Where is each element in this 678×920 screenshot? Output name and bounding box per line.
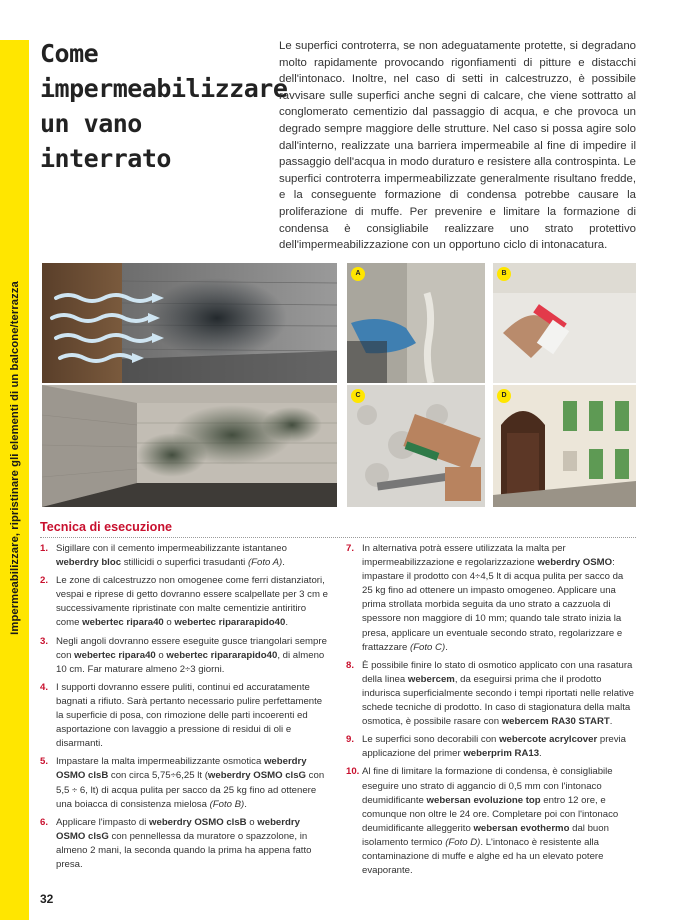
photo-badge: D — [497, 389, 511, 403]
step-text: , di almeno 10 cm. Far maturare almeno 2÷3 giorni. — [56, 649, 325, 675]
page-number: 32 — [40, 892, 54, 906]
photo-badge: B — [497, 267, 511, 281]
product-name: weberdry OSMO clsB — [56, 756, 307, 782]
step-text: o — [163, 617, 175, 629]
step-item — [40, 574, 330, 630]
photo-b-image — [493, 263, 636, 383]
steps-column-right — [346, 542, 636, 882]
product-name: webertec ripara40 — [82, 617, 164, 629]
step-text: o — [246, 816, 258, 828]
step-text: Negli angoli dovranno essere eseguite gusce triangolari sempre con — [56, 635, 327, 661]
step-number: 2. — [40, 575, 49, 587]
photo-d — [493, 385, 636, 507]
product-name: webersan evoluzione top — [426, 794, 541, 806]
photo-strip — [42, 263, 636, 507]
step-number: 4. — [40, 681, 49, 693]
step-text: . — [244, 798, 247, 810]
illustration-mold-basement — [42, 385, 337, 507]
step-text: stillicidi o superfici trasudanti — [121, 557, 248, 569]
title-line: impermeabilizzare — [40, 74, 288, 103]
step-number: 5. — [40, 756, 49, 768]
infiltration-diagram — [42, 263, 337, 383]
product-name: webercem RA30 START — [501, 716, 610, 728]
illustration-water-infiltration — [42, 263, 337, 383]
step-text: . L'intonaco è resistente alla contaminazione di muffe e alghe ed ha un elevato potere evaporante. — [362, 836, 604, 877]
step-text: Le zone di calcestruzzo non omogenee come ferri distanziatori, vespai e riprese di getto dovranno essere scalpellate per 3 cm e successivamente ripristinate con malte cementizie antiritiro come — [56, 575, 328, 629]
title-line: Come — [40, 39, 99, 68]
photo-reference: (Foto B) — [209, 798, 245, 810]
step-number: 8. — [346, 659, 355, 671]
photo-a — [347, 263, 485, 383]
product-name: weberprim RA13 — [463, 748, 540, 760]
step-text: con pennellessa da muratore o spazzolone, in almeno 2 mani, la seconda quando la prima ha appena fatto presa. — [56, 830, 312, 870]
product-name: webersan evothermo — [473, 822, 570, 834]
step-number: 1. — [40, 543, 49, 554]
step-item — [40, 542, 330, 570]
step-text: dal buon isolamento termico — [362, 822, 609, 848]
photo-badge: C — [351, 389, 365, 403]
step-text: . — [609, 716, 613, 728]
photo-c — [347, 385, 485, 507]
step-text: Applicare l'impasto di — [56, 816, 150, 828]
step-item — [346, 765, 636, 878]
product-name: webercote acrylcover — [499, 734, 598, 746]
step-item — [40, 681, 330, 751]
page-title — [40, 36, 288, 176]
step-item — [346, 659, 636, 729]
step-text: I supporti dovranno essere puliti, continui ed accuratamente bagnati a rifiuto. Sarà pertanto necessario pulire perfettamente la superficie di posa, con rimozione delle parti incoerenti ed asportazione con lavaggio a pressione di residui di oli e disarmanti. — [56, 681, 323, 750]
step-text: , da eseguirsi prima che il prodotto indurisca superficialmente secondo i tempi riportati nelle relative schede tecniche di prodotto. In caso di stagionatura della malta osmotica, è possibile rasare con — [362, 673, 634, 728]
product-name: webertec ripararapido40 — [174, 617, 286, 629]
step-text: : impastare il prodotto con 4÷4,5 lt di acqua pulita per sacco da 25 kg fino ad ottenere un impasto omogeneo. Applicare una prima strollata morbida seguita da uno strato a cazzuola di spessore non maggiore di 10 mm; quando tale strato inizia la presa, applicare un eventuale secondo strato, regolarizzare e frattazzare — [362, 557, 624, 653]
step-item — [40, 816, 330, 872]
step-number: 10. — [346, 766, 360, 778]
step-item — [40, 755, 330, 811]
photo-reference: (Foto C) — [410, 641, 446, 653]
step-item — [346, 542, 636, 655]
title-line: interrato — [40, 144, 171, 173]
step-text: In alternativa potrà essere utilizzata la malta per impermeabilizzazione e regolarizzazione — [362, 543, 566, 569]
step-text: . — [445, 641, 448, 653]
section-divider — [40, 537, 636, 538]
photo-b — [493, 263, 636, 383]
step-text: o — [155, 649, 167, 661]
step-text: con 5,5 ÷ 6, lt) di acqua pulita per sacco da 25 kg fino ad ottenere una boiacca di consistenza mielosa — [56, 770, 325, 810]
product-name: weberdry OSMO clsB — [149, 816, 247, 828]
step-text: Sigillare con il cemento impermeabilizzante istantaneo — [56, 543, 287, 554]
step-text: . — [539, 748, 542, 760]
step-number: 6. — [40, 816, 49, 828]
section-title: Tecnica di esecuzione — [40, 520, 173, 534]
step-text: Al fine di limitare la formazione di condensa, è consigliabile eseguire uno strato di aggancio di 0,5 mm con l'intonaco deumidificante — [362, 766, 613, 806]
step-text: entro 12 ore, e comunque non oltre le 24 ore. Completare poi con l'intonaco deumidificante alleggerito — [362, 794, 619, 834]
step-text: . — [282, 557, 285, 569]
step-item — [346, 733, 636, 761]
product-name: weberdry OSMO clsG — [56, 816, 300, 842]
photo-c-image — [347, 385, 485, 507]
photo-reference: (Foto D) — [445, 836, 481, 848]
photo-d-image — [493, 385, 636, 507]
step-text: con circa 5,75÷6,25 lt ( — [108, 770, 208, 782]
mold-diagram — [42, 385, 337, 507]
intro-paragraph: Le superfici controterra, se non adeguatamente protette, si degradano molto rapidamente provocando rigonfiamenti di pitture e distacchi dell'intonaco. Inoltre, nel caso di setti in calcestruzzo, è possibile ravvisare sulle superfici anche segni di calcare, che viene sottratto al conglomerato cementizio dal passaggio di acqua, e che provoca un degrado sempre maggiore delle strutture. Nel caso si possa agire solo dall'interno, realizzate una barriera impermeabile al fine di impedire il passaggio dell'acqua in modo duraturo e resistere alla controspinta. Le superfici controterra impermeabilizzate generalmente risultano fredde, e la conseguente formazione di condensa potrebbe causare la proliferazione di muffe. Per prevenire e limitare la formazione di condensa è consigliabile realizzare uno strato protettivo dell'impermeabilizzazione con un opportuno ciclo di intonacatura. — [279, 40, 636, 252]
sidebar-text: Impermeabilizzare, ripristinare gli elementi di un balcone/terrazza — [9, 281, 21, 635]
product-name: weberdry OSMO — [537, 557, 613, 569]
step-number: 3. — [40, 635, 49, 647]
product-name: webertec ripara40 — [74, 649, 156, 661]
steps-column-left — [40, 542, 330, 876]
step-item — [40, 635, 330, 677]
product-name: webercem — [407, 673, 455, 685]
step-text: Impastare la malta impermeabilizzante osmotica — [56, 756, 264, 768]
photo-reference: (Foto A) — [247, 557, 283, 569]
photo-badge: A — [351, 267, 365, 281]
product-name: webertec ripararapido40 — [166, 649, 278, 661]
photo-a-image — [347, 263, 485, 383]
step-number: 9. — [346, 734, 355, 746]
step-text: È possibile finire lo stato di osmotico applicato con una rasatura della linea — [362, 659, 633, 685]
product-name: weberdry bloc — [56, 557, 122, 569]
step-text: previa applicazione del primer — [362, 734, 626, 760]
product-name: weberdry OSMO clsG — [207, 770, 307, 782]
step-text: . — [285, 617, 288, 629]
step-number: 7. — [346, 543, 355, 554]
step-text: Le superfici sono decorabili con — [362, 734, 500, 746]
title-line: un vano — [40, 109, 142, 138]
